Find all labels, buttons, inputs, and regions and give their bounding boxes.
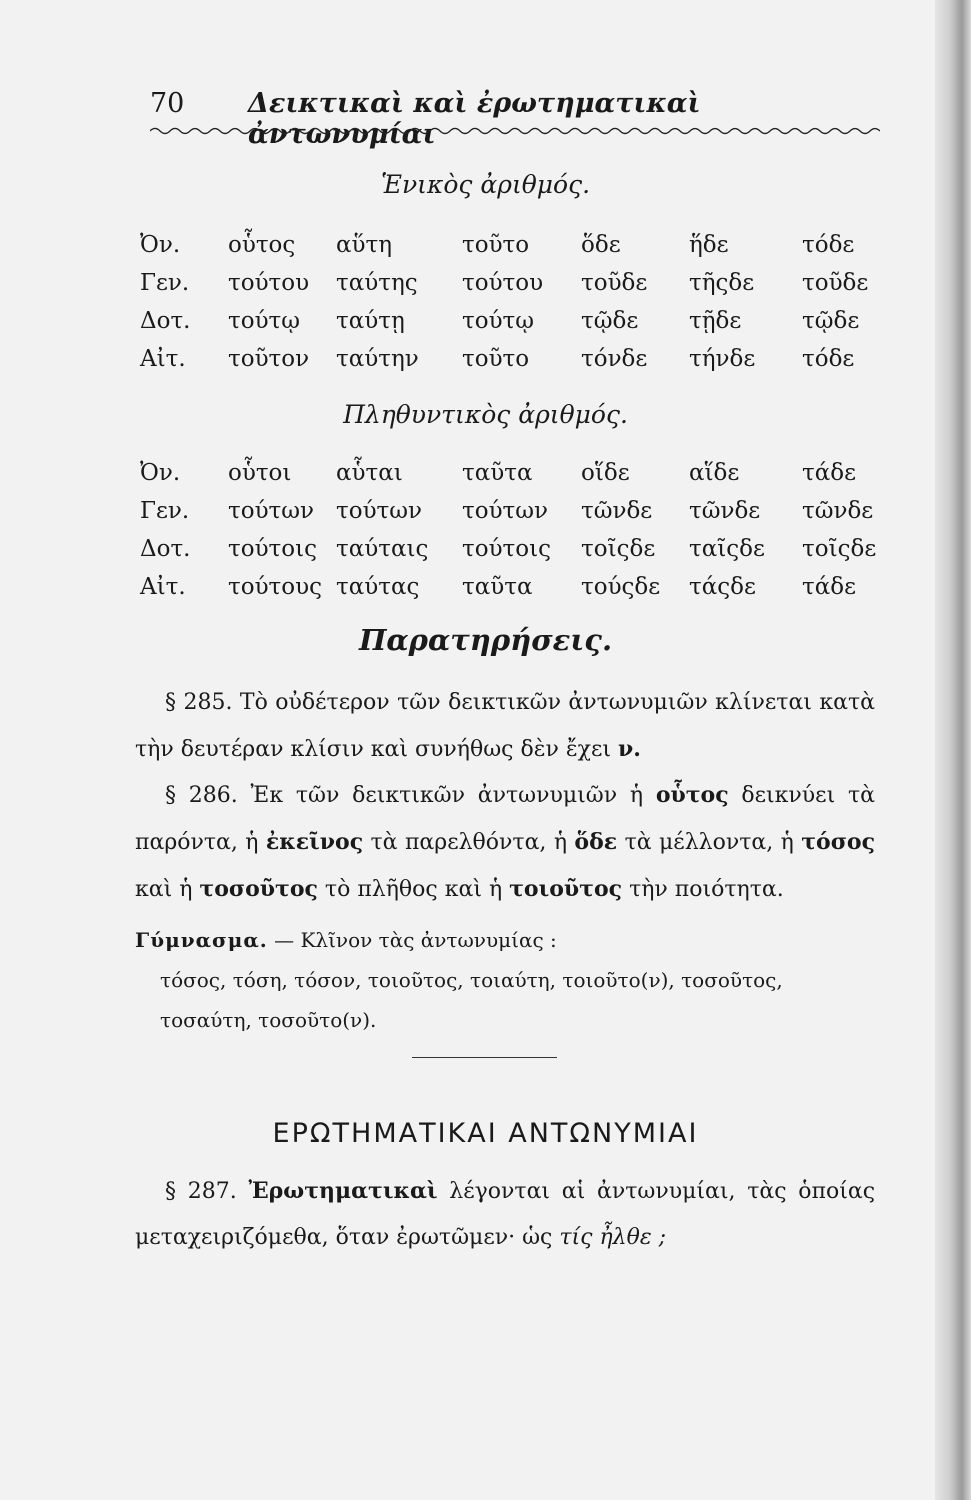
form-cell: τούςδε — [581, 574, 661, 600]
bold-term: Ἐρωτηματικαὶ — [248, 1178, 438, 1204]
section-number: § 285. — [165, 690, 233, 715]
paragraph-text: λέγονται αἱ ἀντωνυμίαι, τὰς ὁποίας μεταχειριζόμεθα, ὅταν ἐρωτῶμεν· ὡς — [135, 1179, 876, 1250]
form-cell: ταῦτα — [462, 460, 533, 486]
case-label: Αἰτ. — [140, 574, 186, 600]
section-number: § 286. — [165, 783, 238, 808]
form-cell: τούτου — [228, 270, 310, 296]
form-cell: οἵδε — [581, 460, 630, 486]
form-cell: τούτων — [336, 498, 423, 524]
form-cell: τούτοις — [228, 536, 318, 562]
form-cell: ταύτης — [336, 270, 418, 296]
paragraph-287 — [135, 1168, 875, 1261]
example-text: τίς ἦλθε ; — [559, 1225, 667, 1250]
form-cell: τοῦτο — [462, 346, 530, 372]
bold-term: ν. — [618, 736, 641, 762]
header-wavy-rule — [150, 124, 880, 138]
case-label: Αἰτ. — [140, 346, 186, 372]
form-cell: τόνδε — [581, 346, 648, 372]
exercise — [135, 920, 875, 1040]
form-cell: οὗτοι — [228, 460, 292, 486]
form-cell: τῷδε — [802, 308, 860, 334]
form-cell: τῇδε — [689, 308, 742, 334]
form-cell: τάδε — [802, 574, 857, 600]
section-number: § 287. — [165, 1179, 237, 1204]
paragraph-text: Ἐκ τῶν δεικτικῶν ἀντωνυμιῶν ἡ — [250, 783, 644, 808]
form-cell: ταύταις — [336, 536, 429, 562]
form-cell: ἥδε — [689, 232, 729, 258]
paragraph-text: καὶ ἡ — [135, 877, 193, 902]
form-cell: αὕτη — [336, 232, 393, 258]
form-cell: οὗτος — [228, 232, 296, 258]
form-cell: αἵδε — [689, 460, 740, 486]
form-cell: ταῖςδε — [689, 536, 765, 562]
form-cell: ταῦτα — [462, 574, 533, 600]
form-cell: ταύτην — [336, 346, 419, 372]
form-cell: τοῦδε — [581, 270, 648, 296]
bold-term: οὗτος — [655, 782, 729, 808]
form-cell: αὗται — [336, 460, 403, 486]
form-cell: τήνδε — [689, 346, 756, 372]
form-cell: τοῦτο — [462, 232, 530, 258]
form-cell: τάςδε — [689, 574, 756, 600]
section-title: ΕΡΩΤΗΜΑΤΙΚΑΙ ΑΝΤΩΝΥΜΙΑΙ — [272, 1118, 699, 1149]
form-cell: τούτους — [228, 574, 322, 600]
paragraph-286 — [135, 772, 875, 913]
section-divider — [412, 1057, 557, 1058]
form-cell: τούτοις — [462, 536, 552, 562]
plural-title: Πληθυντικὸς ἀριθμός. — [343, 400, 628, 429]
case-label: Ὀν. — [140, 232, 181, 258]
bold-term: τοσοῦτος — [199, 876, 318, 902]
form-cell: ταύτας — [336, 574, 420, 600]
form-cell: τόδε — [802, 232, 855, 258]
case-label: Ὀν. — [140, 460, 181, 486]
form-cell: τοῦδε — [802, 270, 869, 296]
paragraph-285 — [135, 680, 875, 773]
exercise-instruction: — Κλῖνον τὰς ἀντωνυμίας : — [274, 928, 557, 952]
form-cell: ὅδε — [581, 232, 621, 258]
bold-term: τόσος — [801, 829, 875, 855]
case-label: Δοτ. — [140, 308, 191, 334]
form-cell: τόδε — [802, 346, 855, 372]
book-spine-shadow — [935, 0, 971, 1500]
observations-heading: Παρατηρήσεις. — [358, 623, 613, 657]
case-label: Γεν. — [140, 498, 190, 524]
form-cell: τούτων — [228, 498, 315, 524]
form-cell: τούτου — [462, 270, 544, 296]
form-cell: τῶνδε — [581, 498, 653, 524]
running-title: Δεικτικαὶ καὶ ἐρωτηματικαὶ ἀντωνυμίαι — [248, 88, 701, 150]
bold-term: τοιοῦτος — [509, 876, 623, 902]
paragraph-text: τὸ πλῆθος καὶ ἡ — [324, 877, 503, 902]
exercise-text: τόσος, τόση, τόσον, τοιοῦτος, τοιαύτη, τοιοῦτο(ν), τοσοῦτος, τοσαύτη, τοσοῦτο(ν). — [160, 968, 783, 1032]
page-number: 70 — [150, 88, 185, 119]
form-cell: τοῖςδε — [802, 536, 877, 562]
form-cell: τούτῳ — [228, 308, 301, 334]
form-cell: τάδε — [802, 460, 857, 486]
bold-term: ὅδε — [574, 829, 618, 855]
form-cell: τῆςδε — [689, 270, 755, 296]
paragraph-text: τὴν ποιότητα. — [629, 877, 784, 902]
form-cell: ταύτῃ — [336, 308, 405, 334]
form-cell: τοῦτον — [228, 346, 310, 372]
form-cell: τῷδε — [581, 308, 639, 334]
form-cell: τῶνδε — [802, 498, 874, 524]
paragraph-text: Τὸ οὐδέτερον τῶν δεικτικῶν ἀντωνυμιῶν κλίνεται κατὰ τὴν δευτέραν κλίσιν καὶ συνήθως δὲν ἔχει — [135, 690, 876, 762]
case-label: Γεν. — [140, 270, 190, 296]
exercise-label: Γύμνασμα. — [135, 928, 268, 952]
page-header — [150, 88, 870, 150]
singular-title: Ἑνικὸς ἀριθμός. — [380, 170, 591, 199]
form-cell: τῶνδε — [689, 498, 761, 524]
bold-term: ἐκεῖνος — [265, 829, 364, 855]
paragraph-text: τὰ παρελθόντα, ἡ — [370, 830, 568, 855]
form-cell: τούτων — [462, 498, 549, 524]
paragraph-text: δεικνύει τὰ παρόντα, ἡ — [135, 783, 875, 855]
form-cell: τοῖςδε — [581, 536, 656, 562]
case-label: Δοτ. — [140, 536, 191, 562]
paragraph-text: τὰ μέλλοντα, ἡ — [624, 830, 794, 855]
form-cell: τούτῳ — [462, 308, 535, 334]
